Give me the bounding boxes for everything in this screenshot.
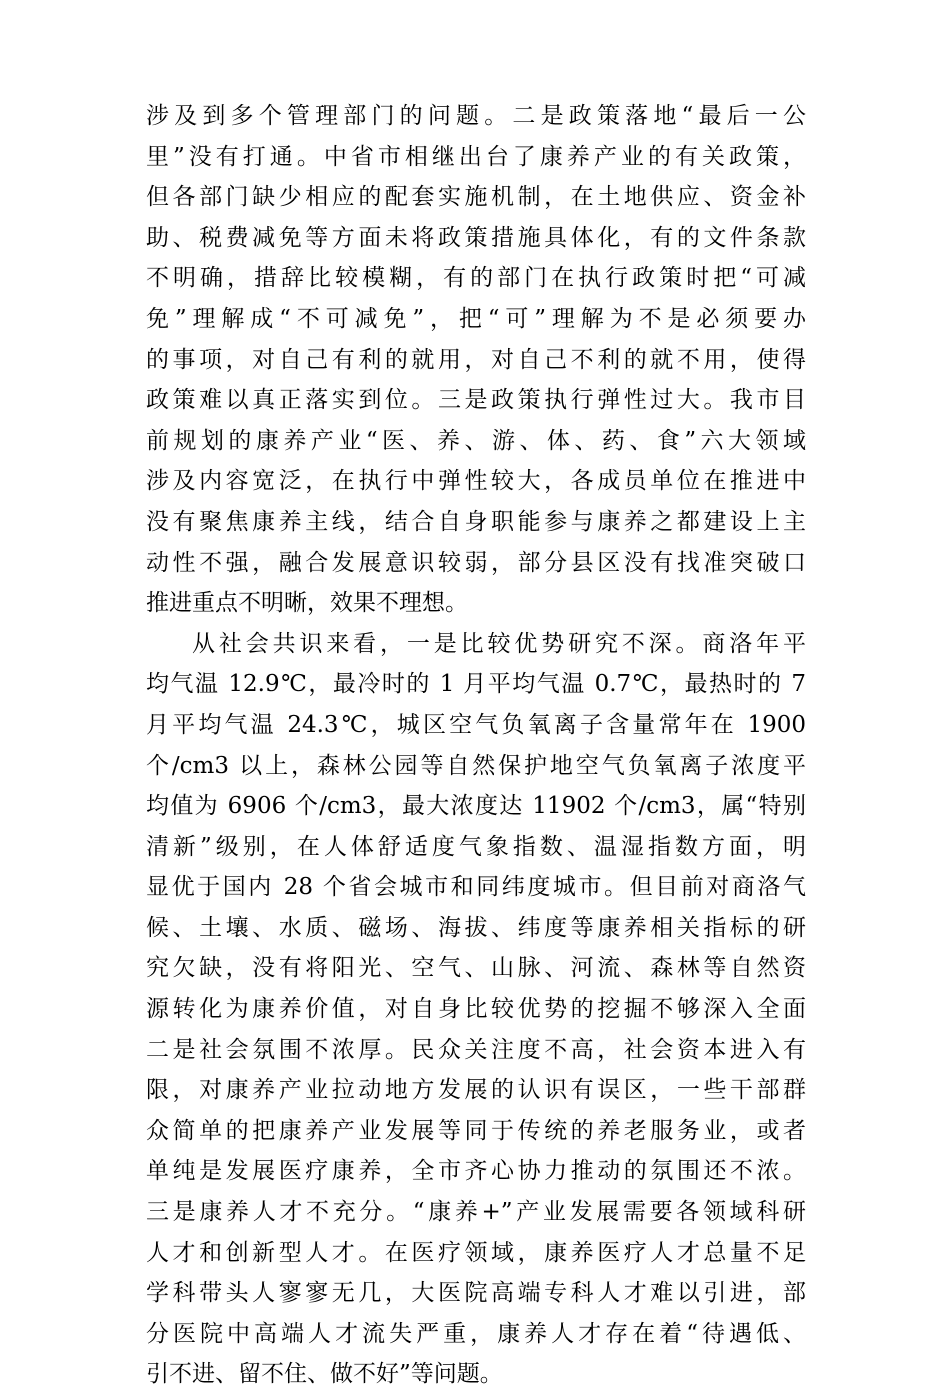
text-line: 动性不强，融合发展意识较弱，部分县区没有找准突破口	[146, 549, 806, 576]
document-body	[146, 96, 806, 1395]
text-line: 月平均气温 24.3℃，城区空气负氧离子含量常年在 1900	[146, 711, 806, 738]
text-line: 里”没有打通。中省市相继出台了康养产业的有关政策，	[146, 143, 806, 170]
text-line: 学科带头人寥寥无几，大医院高端专科人才难以引进，部	[146, 1280, 806, 1307]
text-line: 但各部门缺少相应的配套实施机制，在土地供应、资金补	[146, 184, 806, 211]
text-line: 人才和创新型人才。在医疗领域，康养医疗人才总量不足	[146, 1239, 806, 1266]
text-line: 涉及内容宽泛，在执行中弹性较大，各成员单位在推进中	[146, 468, 806, 495]
text-line: 究欠缺，没有将阳光、空气、山脉、河流、森林等自然资	[146, 955, 806, 982]
text-line: 的事项，对自己有利的就用，对自己不利的就不用，使得	[146, 346, 806, 373]
text-line: 三是康养人才不充分。“康养+”产业发展需要各领域科研	[146, 1199, 806, 1226]
paragraph-2	[146, 624, 806, 1395]
text-line: 政策难以真正落实到位。三是政策执行弹性过大。我市目	[146, 387, 806, 414]
text-line: 免”理解成“不可减免”，把“可”理解为不是必须要办	[146, 305, 806, 332]
text-line: 分医院中高端人才流失严重，康养人才存在着“待遇低、	[146, 1320, 806, 1347]
text-line: 众简单的把康养产业发展等同于传统的养老服务业，或者	[146, 1117, 806, 1144]
text-line: 显优于国内 28 个省会城市和同纬度城市。但目前对商洛气	[146, 874, 806, 901]
text-line: 均值为 6906 个/cm3，最大浓度达 11902 个/cm3，属“特别	[146, 793, 806, 820]
text-line: 不明确，措辞比较模糊，有的部门在执行政策时把“可减	[146, 265, 806, 292]
paragraph-1	[146, 96, 806, 624]
text-line: 二是社会氛围不浓厚。民众关注度不高，社会资本进入有	[146, 1036, 806, 1063]
text-line: 前规划的康养产业“医、养、游、体、药、食”六大领域	[146, 427, 806, 454]
text-line: 引不进、留不住、做不好”等问题。	[146, 1361, 503, 1388]
text-line: 没有聚焦康养主线，结合自身职能参与康养之都建设上主	[146, 508, 806, 535]
text-line: 推进重点不明晰，效果不理想。	[146, 590, 468, 617]
text-line: 均气温 12.9℃，最冷时的 1 月平均气温 0.7℃，最热时的 7	[146, 671, 806, 698]
text-line: 清新”级别，在人体舒适度气象指数、温湿指数方面，明	[146, 833, 806, 860]
text-line: 单纯是发展医疗康养，全市齐心协力推动的氛围还不浓。	[146, 1158, 806, 1185]
text-line: 从社会共识来看，一是比较优势研究不深。商洛年平	[192, 630, 806, 657]
text-line: 个/cm3 以上，森林公园等自然保护地空气负氧离子浓度平	[146, 752, 806, 779]
text-line: 源转化为康养价值，对自身比较优势的挖掘不够深入全面	[146, 996, 806, 1023]
text-line: 涉及到多个管理部门的问题。二是政策落地“最后一公	[146, 103, 806, 129]
text-line: 候、土壤、水质、磁场、海拔、纬度等康养相关指标的研	[146, 914, 806, 941]
text-line: 助、税费减免等方面未将政策措施具体化，有的文件条款	[146, 224, 806, 251]
text-line: 限，对康养产业拉动地方发展的认识有误区，一些干部群	[146, 1077, 806, 1104]
